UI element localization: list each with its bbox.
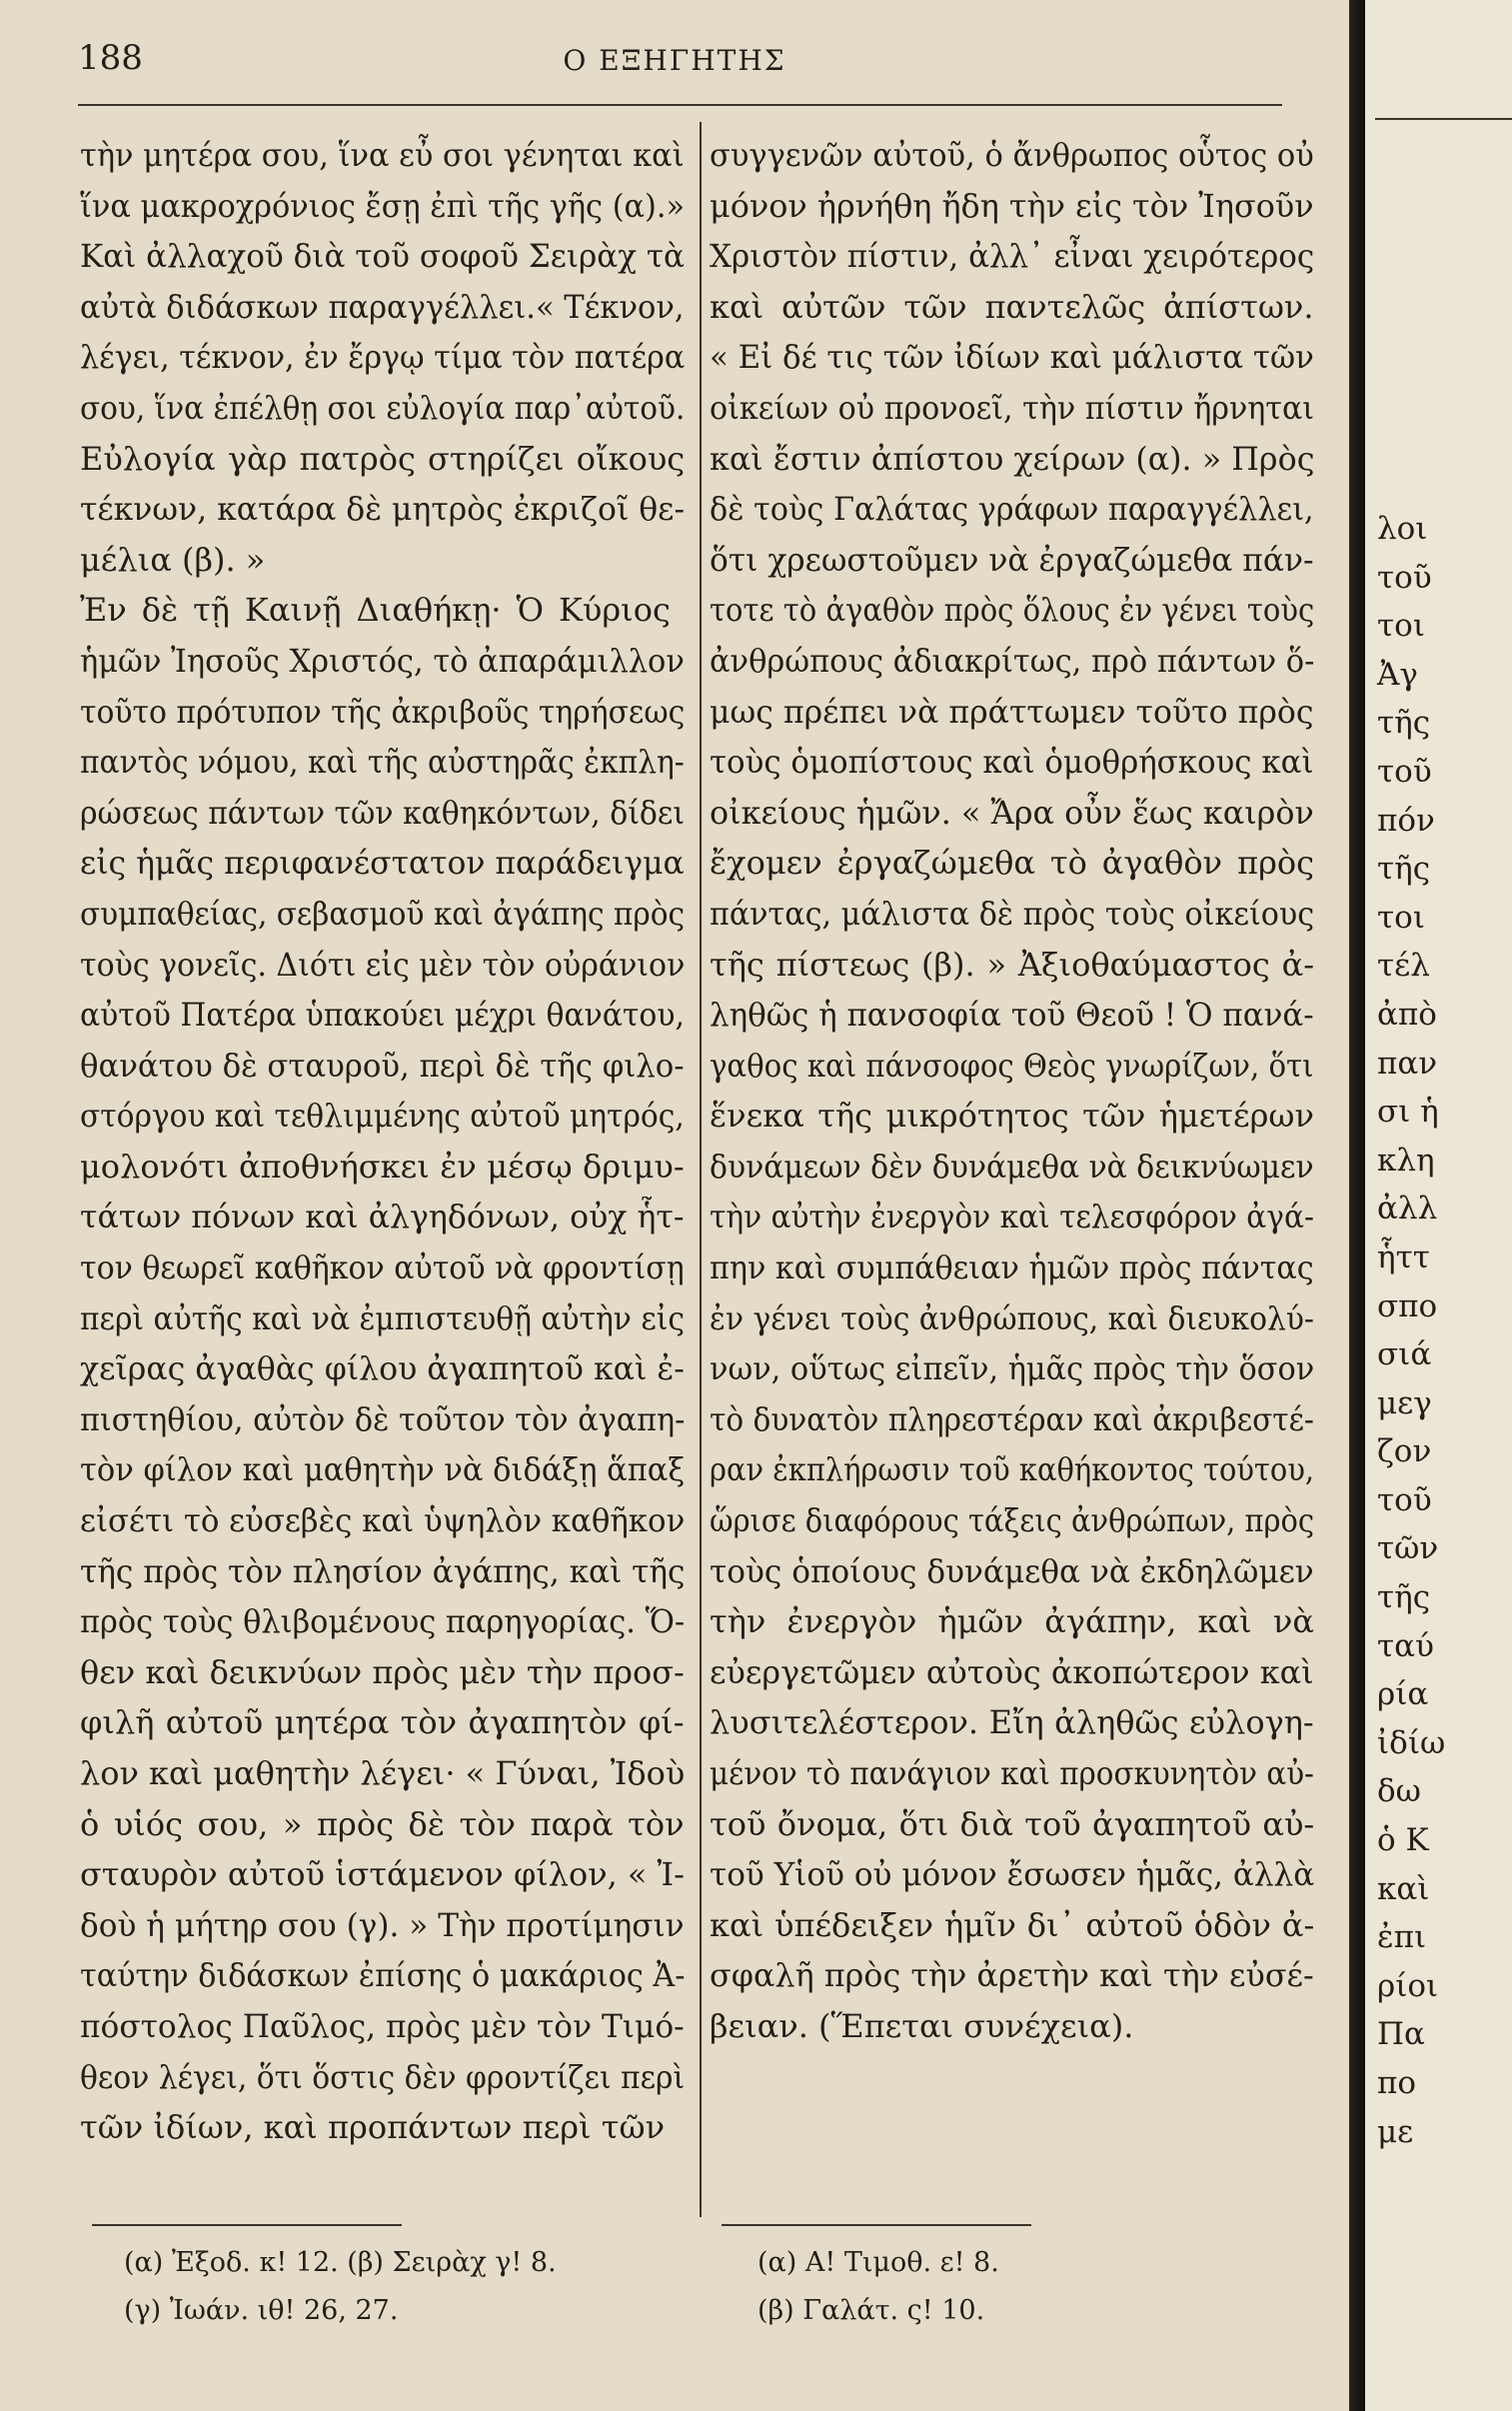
footnote: (α) Ἐξοδ. κ! 12. (β) Σειρὰχ γ! 8. [124, 2247, 557, 2278]
adjacent-page-fragment: ταύ [1377, 1627, 1434, 1664]
text-line: θεν καὶ δεικνύων πρὸς μὲν τὴν προσ- [80, 1652, 685, 1691]
adjacent-page-fragment: τῆς [1377, 1579, 1431, 1616]
text-line: Εὐλογία γὰρ πατρὸς στηρίζει οἴκους [80, 439, 686, 478]
adjacent-page-fragment: πόν [1377, 802, 1435, 839]
footnote-rule-left [92, 2224, 402, 2226]
text-line: ραν ἐκπλήρωσιν τοῦ καθήκοντος τούτου, [710, 1450, 1315, 1489]
text-line: λυσιτελέστερον. Εἴη ἀληθῶς εὐλογη- [710, 1703, 1314, 1742]
adjacent-page-fragment: πο [1377, 2065, 1417, 2101]
adjacent-page-fragment: τοῦ [1377, 753, 1432, 790]
text-line: ἐν γένει τοὺς ἀνθρώπους, καὶ διευκολύ- [710, 1298, 1314, 1337]
text-line: τοῦ ὄνομα, ὅτι διὰ τοῦ ἀγαπητοῦ αὐ- [710, 1804, 1315, 1843]
text-line: τον θεωρεῖ καθῆκον αὐτοῦ νὰ φροντίσῃ [80, 1248, 685, 1287]
adjacent-page-fragment: σπο [1377, 1287, 1438, 1324]
text-line: εἰσέτι τὸ εὐσεβὲς καὶ ὑψηλὸν καθῆκον [80, 1501, 686, 1540]
text-line: ἀνθρώπους ἀδιακρίτως, πρὸ πάντων ὅ- [710, 641, 1315, 680]
text-line: νων, οὕτως εἰπεῖν, ἡμᾶς πρὸς τὴν ὅσον [710, 1349, 1315, 1388]
text-line: Ἐν δὲ τῇ Καινῇ Διαθήκῃ· Ὁ Κύριος [80, 591, 671, 630]
adjacent-page-edge [1365, 0, 1512, 2411]
text-line: λον καὶ μαθητὴν λέγει· « Γύναι, Ἰδοὺ [80, 1754, 686, 1792]
text-line: τοὺς ὁποίους δυνάμεθα νὰ ἐκδηλῶμεν [710, 1551, 1314, 1590]
text-line: μόνον ἠρνήθη ἤδη τὴν εἰς τὸν Ἰησοῦν [710, 186, 1314, 225]
text-line: περὶ αὐτῆς καὶ νὰ ἐμπιστευθῇ αὐτὴν εἰς [80, 1298, 686, 1337]
adjacent-page-fragment: δω [1377, 1773, 1421, 1810]
text-line: τοὺς γονεῖς. Διότι εἰς μὲν τὸν οὐράνιον [80, 945, 686, 984]
text-line: πάντας, μάλιστα δὲ πρὸς τοὺς οἰκείους [710, 894, 1315, 933]
adjacent-page-fragment: καὶ [1377, 1870, 1430, 1907]
text-line: σου, ἵνα ἐπέλθῃ σοι εὐλογία παρ᾽αὐτοῦ. [80, 388, 686, 427]
adjacent-page-fragment: τῆς [1377, 851, 1431, 888]
adjacent-page-fragment: τοῦ [1377, 1481, 1432, 1518]
text-line: βειαν. (Ἕπεται συνέχεια). [710, 2006, 1134, 2045]
text-line: σφαλῆ πρὸς τὴν ἀρετὴν καὶ τὴν εὐσέ- [710, 1956, 1314, 1995]
text-line: τοῦτο πρότυπον τῆς ἀκριβοῦς τηρήσεως [80, 692, 686, 731]
text-line: τὸν φίλον καὶ μαθητὴν νὰ διδάξῃ ἅπαξ [80, 1450, 686, 1489]
adjacent-page-fragment: τοι [1377, 899, 1425, 936]
footnote-rule-right [722, 2224, 1031, 2226]
text-line: τὸ δυνατὸν πληρεστέραν καὶ ἀκριβεστέ- [710, 1399, 1314, 1438]
text-line: αὐτοῦ Πατέρα ὑπακούει μέχρι θανάτου, [80, 996, 685, 1035]
footnote: (γ) Ἰωάν. ιθ! 26, 27. [124, 2295, 399, 2326]
column-divider [700, 122, 702, 2217]
text-line: οἰκείους ἡμῶν. « Ἄρα οὖν ἕως καιρὸν [710, 793, 1314, 832]
adjacent-page-fragment: ὁ Κ [1377, 1822, 1429, 1859]
text-line: πην καὶ συμπάθειαν ἡμῶν πρὸς πάντας [710, 1248, 1314, 1287]
text-line: καὶ ἔστιν ἀπίστου χείρων (α). » Πρὸς [710, 439, 1315, 478]
adjacent-page-fragment: ζον [1377, 1433, 1432, 1470]
text-line: τὴν ἐνεργὸν ἡμῶν ἀγάπην, καὶ νὰ [710, 1602, 1314, 1641]
text-line: μέλια (β). » [80, 540, 266, 579]
text-line: εἰς ἡμᾶς περιφανέστατον παράδειγμα [80, 844, 685, 883]
adjacent-page-fragment: τῶν [1377, 1530, 1439, 1567]
adjacent-page-fragment: ἧττ [1377, 1238, 1430, 1275]
text-line: θεον λέγει, ὅτι ὅστις δὲν φροντίζει περὶ [80, 2057, 686, 2096]
text-line: ὁ υἱός σου, » πρὸς δὲ τὸν παρὰ τὸν [80, 1804, 685, 1843]
text-line: εὐεργετῶμεν αὐτοὺς ἀκοπώτερον καὶ [710, 1652, 1314, 1691]
header-rule [78, 104, 1282, 106]
adjacent-page-rule [1375, 118, 1512, 120]
text-line: οἰκείων οὐ προνοεῖ, τὴν πίστιν ἤρνηται [710, 388, 1315, 427]
text-line: ὥρισε διαφόρους τάξεις ἀνθρώπων, πρὸς [710, 1501, 1315, 1540]
text-line: πόστολος Παῦλος, πρὸς μὲν τὸν Τιμό- [80, 2006, 685, 2045]
text-line: « Εἰ δέ τις τῶν ἰδίων καὶ μάλιστα τῶν [710, 338, 1314, 377]
adjacent-page-fragment: τοῦ [1377, 559, 1432, 596]
text-line: τοῦ Υἱοῦ οὐ μόνον ἔσωσεν ἡμᾶς, ἀλλὰ [710, 1855, 1315, 1894]
text-line: ἕνεκα τῆς μικρότητος τῶν ἡμετέρων [710, 1097, 1314, 1136]
text-line: ταύτην διδάσκων ἐπίσης ὁ μακάριος Ἀ- [80, 1956, 686, 1995]
text-line: ἔχομεν ἐργαζώμεθα τὸ ἀγαθὸν πρὸς [710, 844, 1315, 883]
text-line: χεῖρας ἀγαθὰς φίλου ἀγαπητοῦ καὶ ἐ- [80, 1349, 685, 1388]
adjacent-page-fragment: σιά [1377, 1336, 1432, 1373]
text-line: σταυρὸν αὐτοῦ ἱστάμενον φίλον, « Ἰ- [80, 1855, 685, 1894]
text-line: μως πρέπει νὰ πράττωμεν τοῦτο πρὸς [710, 692, 1314, 731]
text-line: τῶν ἰδίων, καὶ προπάντων περὶ τῶν [80, 2108, 666, 2147]
text-line: παντὸς νόμου, καὶ τῆς αὐστηρᾶς ἐκπλη- [80, 743, 685, 782]
adjacent-page-fragment: τέλ [1377, 948, 1430, 985]
text-line: ρώσεως πάντων τῶν καθηκόντων, δίδει [80, 793, 686, 832]
text-line: τὴν αὐτὴν ἐνεργὸν καὶ τελεσφόρον ἀγά- [710, 1198, 1314, 1236]
text-line: φιλῆ αὐτοῦ μητέρα τὸν ἀγαπητὸν φί- [80, 1703, 685, 1742]
adjacent-page-fragment: Πα [1377, 2016, 1425, 2053]
text-line: γαθος καὶ πάνσοφος Θεὸς γνωρίζων, ὅτι [710, 1046, 1314, 1085]
adjacent-page-fragment: ρίοι [1377, 1967, 1439, 2004]
text-line: τάτων πόνων καὶ ἀλγηδόνων, οὐχ ἧτ- [80, 1198, 685, 1236]
adjacent-page-fragment: λοι [1377, 511, 1428, 547]
adjacent-page-fragment: παν [1377, 1045, 1438, 1082]
running-head: Ο ΕΞΗΓΗΤΗΣ [563, 44, 786, 77]
text-line: τῆς πίστεως (β). » Ἀξιοθαύμαστος ἀ- [710, 945, 1315, 984]
book-gutter [1349, 0, 1365, 2411]
text-line: Καὶ ἀλλαχοῦ διὰ τοῦ σοφοῦ Σειρὰχ τὰ [80, 237, 685, 276]
text-line: συμπαθείας, σεβασμοῦ καὶ ἀγάπης πρὸς [80, 894, 686, 933]
adjacent-page-fragment: κλη [1377, 1142, 1435, 1179]
footnote: (β) Γαλάτ. ς! 10. [757, 2295, 985, 2326]
text-line: πιστηθίου, αὐτὸν δὲ τοῦτον τὸν ἀγαπη- [80, 1399, 686, 1438]
text-line: ἡμῶν Ἰησοῦς Χριστός, τὸ ἀπαράμιλλον [80, 641, 685, 680]
text-line: μένον τὸ πανάγιον καὶ προσκυνητὸν αὐ- [710, 1754, 1314, 1792]
text-line: ὅτι χρεωστοῦμεν νὰ ἐργαζώμεθα πάν- [710, 540, 1314, 579]
adjacent-page-fragments [1377, 505, 1445, 2156]
text-line: ἵνα μακροχρόνιος ἔσῃ ἐπὶ τῆς γῆς (α).» [80, 186, 686, 225]
text-line: ληθῶς ἡ πανσοφία τοῦ Θεοῦ ! Ὁ πανά- [710, 996, 1314, 1035]
text-line: θανάτου δὲ σταυροῦ, περὶ δὲ τῆς φιλο- [80, 1046, 685, 1085]
adjacent-page-fragment: ἐπι [1377, 1919, 1427, 1956]
footnote: (α) Α! Τιμοθ. ε! 8. [757, 2247, 999, 2278]
text-line: αὐτὰ διδάσκων παραγγέλλει.« Τέκνον, [80, 287, 685, 326]
text-line: καὶ αὐτῶν τῶν παντελῶς ἀπίστων. [710, 287, 1314, 326]
text-line: λέγει, τέκνον, ἐν ἔργῳ τίμα τὸν πατέρα [80, 338, 686, 377]
text-line: συγγενῶν αὐτοῦ, ὁ ἄνθρωπος οὗτος οὐ [710, 136, 1314, 174]
text-line: τέκνων, κατάρα δὲ μητρὸς ἐκριζοῖ θε- [80, 490, 686, 529]
text-line: τῆς πρὸς τὸν πλησίον ἀγάπης, καὶ τῆς [80, 1551, 686, 1590]
footnotes-left [124, 2239, 557, 2335]
text-line: τοτε τὸ ἀγαθὸν πρὸς ὅλους ἐν γένει τοὺς [710, 591, 1315, 630]
text-line: καὶ ὑπέδειξεν ἡμῖν δι᾽ αὐτοῦ ὁδὸν ἀ- [710, 1905, 1315, 1944]
adjacent-page-fragment: Ἀγ [1377, 656, 1418, 693]
text-line: Χριστὸν πίστιν, ἀλλ᾽ εἶναι χειρότερος [710, 237, 1315, 276]
adjacent-page-fragment: ἀλλ [1377, 1191, 1438, 1227]
adjacent-page-fragment: ἀπὸ [1377, 996, 1437, 1033]
text-line: τοὺς ὁμοπίστους καὶ ὁμοθρήσκους καὶ [710, 743, 1314, 782]
text-line: δοὺ ἡ μήτηρ σου (γ). » Τὴν προτίμησιν [80, 1905, 685, 1944]
page-number: 188 [78, 38, 143, 78]
adjacent-page-fragment: με [1377, 2113, 1414, 2150]
text-line: δὲ τοὺς Γαλάτας γράφων παραγγέλλει, [710, 490, 1314, 529]
adjacent-page-fragment: ρία [1377, 1676, 1429, 1713]
right-column [710, 130, 1319, 2052]
adjacent-page-fragment: τοι [1377, 608, 1425, 645]
text-line: μολονότι ἀποθνήσκει ἐν μέσῳ δριμυ- [80, 1147, 685, 1186]
text-line: στόργου καὶ τεθλιμμένης αὐτοῦ μητρός, [80, 1097, 685, 1136]
adjacent-page-fragment: τῆς [1377, 705, 1431, 742]
footnotes-right [757, 2239, 999, 2335]
adjacent-page-fragment: σι ἡ [1377, 1094, 1439, 1131]
text-line: τὴν μητέρα σου, ἵνα εὖ σοι γένηται καὶ [80, 136, 685, 174]
text-line: πρὸς τοὺς θλιβομένους παρηγορίας. Ὅ- [80, 1602, 686, 1641]
adjacent-page-fragment: ἰδίω [1377, 1724, 1446, 1761]
text-line: δυνάμεων δὲν δυνάμεθα νὰ δεικνύωμεν [710, 1147, 1314, 1186]
left-column [80, 130, 690, 2153]
adjacent-page-fragment: μεγ [1377, 1384, 1432, 1421]
